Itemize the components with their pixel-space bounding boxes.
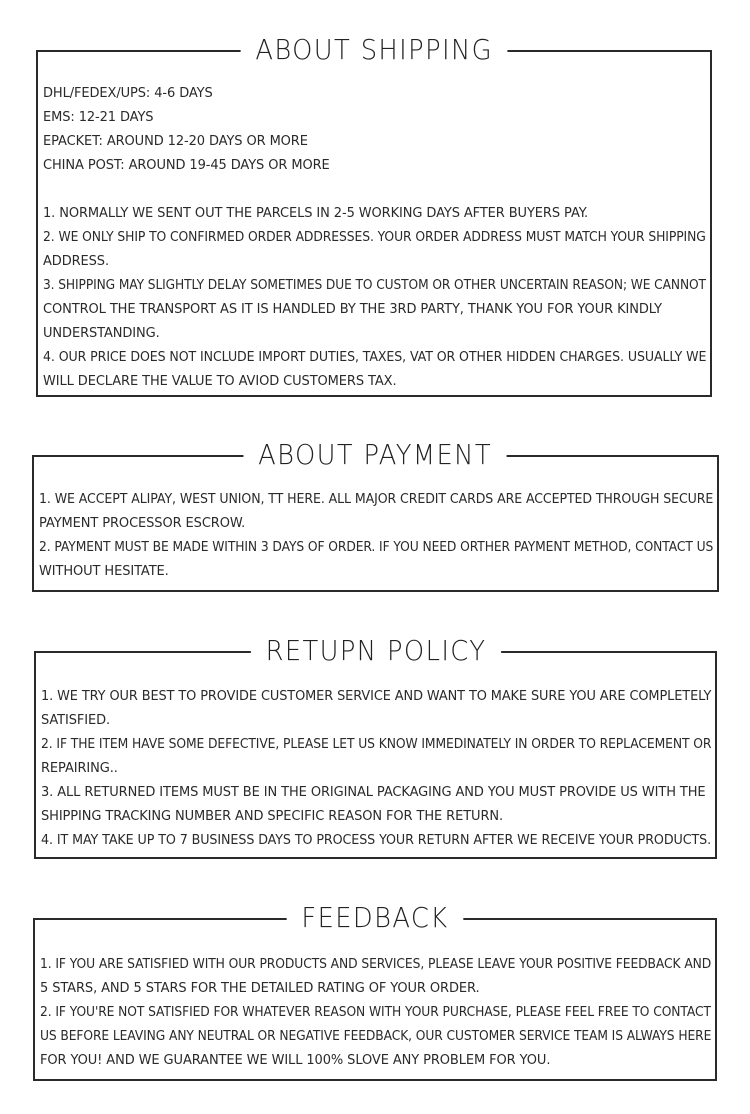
shipping-carrier-line: CHINA POST: AROUND 19-45 DAYS OR MORE bbox=[43, 158, 330, 173]
shipping-section bbox=[36, 33, 712, 397]
shipping-note-line: 3. SHIPPING MAY SLIGHTLY DELAY SOMETIMES DUE TO CUSTOM OR OTHER UNCERTAIN REASON; WE CANNOT bbox=[43, 278, 706, 293]
feedback-section bbox=[33, 901, 717, 1081]
payment-body bbox=[39, 488, 713, 584]
shipping-body bbox=[43, 82, 706, 394]
payment-title: ABOUT PAYMENT bbox=[244, 435, 507, 475]
feedback-line: FOR YOU! AND WE GUARANTEE WE WILL 100% SLOVE ANY PROBLEM FOR YOU. bbox=[40, 1053, 551, 1068]
shipping-carrier-line: EPACKET: AROUND 12-20 DAYS OR MORE bbox=[43, 134, 308, 149]
payment-title-wrap bbox=[34, 435, 717, 475]
return-policy-line: 1. WE TRY OUR BEST TO PROVIDE CUSTOMER SERVICE AND WANT TO MAKE SURE YOU ARE COMPLETELY bbox=[41, 689, 712, 704]
shipping-note-line: ADDRESS. bbox=[43, 254, 109, 269]
shipping-carrier-line: DHL/FEDEX/UPS: 4-6 DAYS bbox=[43, 86, 213, 101]
feedback-title-wrap bbox=[35, 898, 715, 938]
payment-section bbox=[32, 438, 719, 592]
feedback-title: FEEDBACK bbox=[287, 898, 464, 938]
payment-line: 1. WE ACCEPT ALIPAY, WEST UNION, TT HERE. ALL MAJOR CREDIT CARDS ARE ACCEPTED THROUGH SECURE bbox=[39, 492, 714, 507]
shipping-title: ABOUT SHIPPING bbox=[240, 30, 507, 70]
feedback-line: 1. IF YOU ARE SATISFIED WITH OUR PRODUCTS AND SERVICES, PLEASE LEAVE YOUR POSITIVE FEEDBACK AND bbox=[40, 957, 712, 972]
shipping-title-wrap bbox=[38, 30, 710, 70]
return-policy-line: REPAIRING.. bbox=[41, 761, 118, 776]
shipping-note-line: 1. NORMALLY WE SENT OUT THE PARCELS IN 2-5 WORKING DAYS AFTER BUYERS PAY. bbox=[43, 206, 588, 221]
return-policy-title-wrap bbox=[36, 631, 715, 671]
feedback-line: US BEFORE LEAVING ANY NEUTRAL OR NEGATIVE FEEDBACK, OUR CUSTOMER SERVICE TEAM IS ALWAYS HERE bbox=[40, 1029, 712, 1044]
return-policy-body bbox=[41, 685, 711, 853]
return-policy-title: RETUPN POLICY bbox=[250, 631, 500, 671]
shipping-note-line: WILL DECLARE THE VALUE TO AVIOD CUSTOMERS TAX. bbox=[43, 374, 397, 389]
shipping-note-line: CONTROL THE TRANSPORT AS IT IS HANDLED BY THE 3RD PARTY, THANK YOU FOR YOUR KINDLY bbox=[43, 302, 663, 317]
feedback-body bbox=[40, 953, 711, 1073]
shipping-note-line: UNDERSTANDING. bbox=[43, 326, 160, 341]
feedback-line: 5 STARS, AND 5 STARS FOR THE DETAILED RATING OF YOUR ORDER. bbox=[40, 981, 480, 996]
feedback-line: 2. IF YOU'RE NOT SATISFIED FOR WHATEVER REASON WITH YOUR PURCHASE, PLEASE FEEL FREE TO CONTACT bbox=[40, 1005, 711, 1020]
payment-line: 2. PAYMENT MUST BE MADE WITHIN 3 DAYS OF ORDER. IF YOU NEED ORTHER PAYMENT METHOD, CONTACT US bbox=[39, 540, 714, 555]
shipping-note-line: 4. OUR PRICE DOES NOT INCLUDE IMPORT DUTIES, TAXES, VAT OR OTHER HIDDEN CHARGES. USUALLY WE bbox=[43, 350, 707, 365]
return-policy-line: 2. IF THE ITEM HAVE SOME DEFECTIVE, PLEASE LET US KNOW IMMEDINATELY IN ORDER TO REPLACEMENT OR bbox=[41, 737, 712, 752]
payment-line: WITHOUT HESITATE. bbox=[39, 564, 169, 579]
return-policy-line: 4. IT MAY TAKE UP TO 7 BUSINESS DAYS TO PROCESS YOUR RETURN AFTER WE RECEIVE YOUR PRODUCTS. bbox=[41, 833, 712, 848]
return-policy-line: SATISFIED. bbox=[41, 713, 111, 728]
spacer bbox=[43, 178, 706, 202]
return-policy-line: 3. ALL RETURNED ITEMS MUST BE IN THE ORIGINAL PACKAGING AND YOU MUST PROVIDE US WITH THE bbox=[41, 785, 706, 800]
shipping-note-line: 2. WE ONLY SHIP TO CONFIRMED ORDER ADDRESSES. YOUR ORDER ADDRESS MUST MATCH YOUR SHIPPING bbox=[43, 230, 706, 245]
shipping-carrier-line: EMS: 12-21 DAYS bbox=[43, 110, 154, 125]
payment-line: PAYMENT PROCESSOR ESCROW. bbox=[39, 516, 246, 531]
return-policy-line: SHIPPING TRACKING NUMBER AND SPECIFIC REASON FOR THE RETURN. bbox=[41, 809, 504, 824]
return-policy-section bbox=[34, 634, 717, 859]
